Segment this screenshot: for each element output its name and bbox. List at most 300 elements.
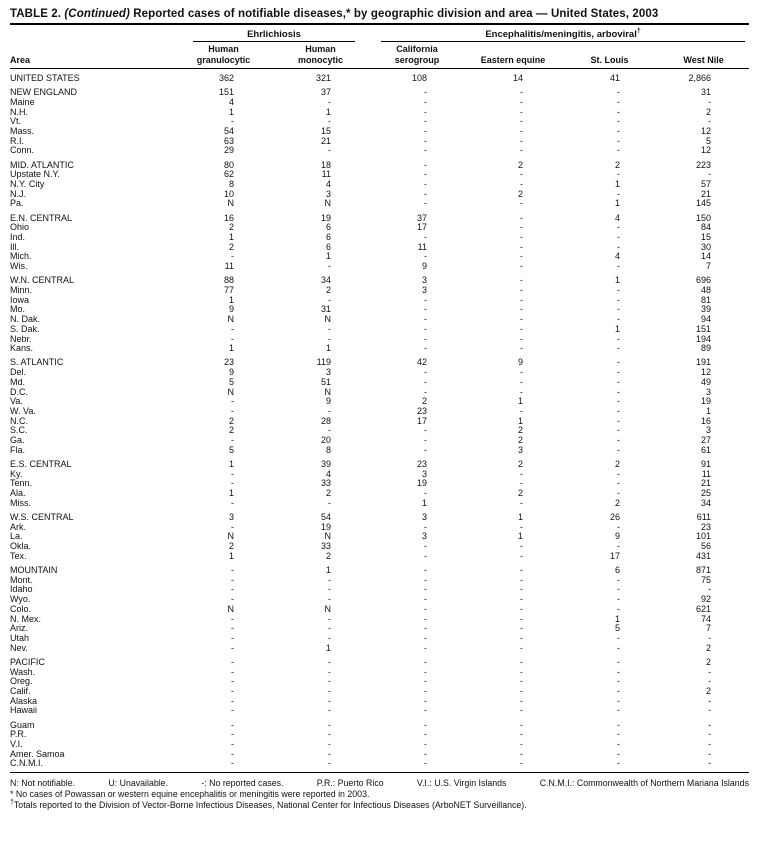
value-cell: - — [328, 633, 332, 643]
value-cell: - — [617, 677, 621, 687]
value-cell: - — [424, 136, 428, 146]
value-cell: - — [708, 633, 712, 643]
value-cell: - — [424, 614, 428, 624]
value-cell: - — [617, 426, 621, 436]
value-cell: - — [617, 97, 621, 107]
value-cell: - — [520, 498, 524, 508]
value-cell: 16 — [701, 416, 712, 426]
value-cell: 3 — [518, 445, 524, 455]
value-cell: 2 — [615, 159, 621, 170]
value-cell: - — [617, 189, 621, 199]
value-cell: 18 — [321, 159, 332, 170]
table-row — [10, 523, 749, 533]
row-area-label: V.I. — [10, 740, 23, 749]
row-area-label: Ind. — [10, 233, 26, 243]
value-cell: 1 — [615, 199, 621, 209]
row-area-label: Iowa — [10, 295, 30, 305]
value-cell: - — [328, 117, 332, 127]
value-cell: 3 — [422, 469, 428, 479]
value-cell: - — [328, 426, 332, 436]
table-row — [10, 117, 749, 127]
value-cell: - — [520, 387, 524, 397]
value-cell: - — [424, 368, 428, 378]
table-row — [10, 615, 749, 625]
value-cell: 9 — [518, 357, 524, 368]
value-cell: 194 — [696, 334, 712, 344]
value-cell: - — [617, 107, 621, 117]
table-row — [10, 325, 749, 335]
value-cell: 6 — [326, 242, 332, 252]
table-row — [10, 199, 749, 209]
table-row — [10, 436, 749, 446]
value-cell: 621 — [696, 604, 712, 614]
table-row — [10, 644, 749, 654]
row-area-label: Ark. — [10, 522, 27, 532]
value-cell: - — [231, 469, 234, 479]
value-cell: - — [708, 117, 712, 127]
value-cell: 20 — [321, 436, 332, 446]
title-table-number: TABLE 2. — [10, 8, 65, 20]
value-cell: N — [227, 387, 234, 397]
value-cell: - — [617, 357, 621, 368]
value-cell: 2 — [518, 189, 524, 199]
legend-item: U: Unavailable. — [108, 778, 169, 789]
table-row — [10, 344, 749, 354]
legend-item: -: No reported cases. — [201, 778, 284, 789]
value-cell: - — [328, 740, 332, 749]
value-cell: 34 — [701, 498, 712, 508]
footnotes — [10, 789, 749, 810]
value-cell: - — [617, 469, 621, 479]
value-cell: - — [231, 749, 234, 759]
row-area-label: Guam — [10, 719, 35, 730]
value-cell: - — [328, 696, 332, 706]
value-cell: 11 — [321, 170, 332, 180]
legend-item: V.I.: U.S. Virgin Islands — [416, 778, 507, 789]
row-area-label: MID. ATLANTIC — [10, 159, 74, 170]
value-cell: 2 — [706, 643, 712, 653]
value-cell: 54 — [321, 512, 332, 523]
value-cell: - — [708, 719, 712, 730]
table-row — [10, 542, 749, 552]
value-cell: - — [424, 595, 428, 605]
value-cell: - — [520, 315, 524, 325]
table-row — [10, 354, 749, 368]
table-row — [10, 108, 749, 118]
value-cell: - — [424, 146, 428, 156]
value-cell: - — [424, 252, 428, 262]
row-area-label: D.C. — [10, 387, 28, 397]
value-cell: N — [324, 315, 332, 325]
legend-row — [10, 778, 749, 788]
value-cell: - — [424, 436, 428, 446]
value-cell: 5 — [228, 377, 234, 387]
table-title — [10, 8, 749, 25]
value-cell: N — [324, 199, 332, 209]
value-cell: 1 — [326, 643, 332, 653]
value-cell: - — [424, 696, 428, 706]
value-cell: 9 — [615, 532, 621, 542]
value-cell: - — [617, 233, 621, 243]
value-cell: 3 — [422, 532, 428, 542]
value-cell: - — [328, 585, 332, 595]
value-cell: - — [617, 170, 621, 180]
value-cell: - — [328, 614, 332, 624]
value-cell: - — [424, 656, 428, 667]
table-row — [10, 716, 749, 730]
value-cell: 49 — [701, 377, 712, 387]
value-cell: 3 — [422, 275, 428, 286]
value-cell: - — [231, 407, 234, 416]
value-cell: - — [424, 633, 428, 643]
value-cell: - — [424, 189, 428, 199]
value-cell: 2 — [422, 397, 428, 407]
value-cell: - — [617, 706, 621, 716]
row-area-label: E.S. CENTRAL — [10, 459, 72, 470]
value-cell: - — [520, 614, 524, 624]
value-cell: 2 — [228, 426, 234, 436]
value-cell: - — [617, 719, 621, 730]
table-row — [10, 740, 749, 750]
value-cell: 6 — [326, 233, 332, 243]
value-cell: - — [424, 551, 428, 561]
value-cell: 33 — [321, 542, 332, 552]
value-cell: 5 — [706, 136, 712, 146]
value-cell: 34 — [321, 275, 332, 286]
value-cell: - — [328, 667, 332, 677]
value-cell: - — [424, 127, 428, 137]
value-cell: - — [424, 387, 428, 397]
value-cell: 1 — [228, 344, 234, 354]
value-cell: - — [424, 107, 428, 117]
title-text: Reported cases of notifiable diseases,* by geographic division and area — United States, 2003 — [129, 8, 659, 20]
value-cell: 12 — [701, 368, 712, 378]
value-cell: - — [424, 97, 428, 107]
value-cell: 1 — [615, 614, 621, 624]
value-cell: 11 — [417, 242, 428, 252]
value-cell: - — [520, 305, 524, 315]
value-cell: - — [424, 159, 428, 170]
value-cell: 6 — [615, 565, 621, 576]
value-cell: 4 — [615, 252, 621, 262]
value-cell: - — [424, 295, 428, 305]
value-cell: 14 — [513, 73, 524, 83]
value-cell: 3 — [228, 512, 234, 523]
value-cell: - — [424, 305, 428, 315]
value-cell: 33 — [321, 479, 332, 489]
row-area-label: Ga. — [10, 436, 25, 446]
table-row — [10, 335, 749, 345]
value-cell: 31 — [321, 305, 332, 315]
value-cell: 9 — [228, 368, 234, 378]
value-cell: 108 — [411, 73, 428, 83]
table-row — [10, 286, 749, 296]
value-cell: - — [328, 295, 332, 305]
value-cell: - — [617, 730, 621, 740]
table-row — [10, 223, 749, 233]
row-area-label: Va. — [10, 397, 23, 407]
table-row — [10, 296, 749, 306]
table-row — [10, 190, 749, 200]
value-cell: - — [617, 643, 621, 653]
value-cell: - — [617, 633, 621, 643]
value-cell: 4 — [326, 180, 332, 190]
value-cell: 6 — [326, 223, 332, 233]
value-cell: - — [520, 749, 524, 759]
row-area-label: Oreg. — [10, 677, 33, 687]
value-cell: - — [328, 97, 332, 107]
table-row — [10, 479, 749, 489]
row-area-label: Pa. — [10, 199, 24, 209]
value-cell: - — [424, 740, 428, 749]
value-cell: - — [708, 696, 712, 706]
row-area-label: W.N. CENTRAL — [10, 275, 75, 286]
table-row — [10, 378, 749, 388]
value-cell: - — [231, 614, 234, 624]
value-cell: 89 — [701, 344, 712, 354]
value-cell: - — [424, 489, 428, 499]
value-cell: - — [520, 624, 524, 634]
table-row — [10, 262, 749, 272]
value-cell: 191 — [696, 357, 712, 368]
value-cell: 42 — [417, 357, 428, 368]
value-cell: 21 — [701, 479, 712, 489]
value-cell: - — [617, 604, 621, 614]
value-cell: - — [520, 656, 524, 667]
value-cell: 2 — [228, 242, 234, 252]
table-row — [10, 509, 749, 523]
value-cell: - — [520, 295, 524, 305]
value-cell: 1 — [228, 233, 234, 243]
table-row — [10, 305, 749, 315]
row-area-label: Calif. — [10, 686, 31, 696]
table-row — [10, 634, 749, 644]
row-area-label: Mont. — [10, 575, 33, 585]
row-area-label: Minn. — [10, 286, 33, 296]
value-cell: - — [708, 730, 712, 740]
value-cell: - — [708, 706, 712, 716]
value-cell: - — [708, 759, 712, 769]
value-cell: 8 — [228, 180, 234, 190]
table-row — [10, 69, 749, 84]
value-cell: - — [708, 677, 712, 687]
value-cell: - — [231, 252, 234, 262]
value-cell: 1 — [228, 551, 234, 561]
value-cell: - — [617, 575, 621, 585]
row-area-label: N.J. — [10, 189, 27, 199]
table-row — [10, 426, 749, 436]
row-area-label: Ill. — [10, 242, 19, 252]
column-header-california-serogroup: California serogroup — [369, 42, 465, 69]
dagger-symbol: † — [10, 798, 14, 806]
value-cell: 150 — [696, 212, 712, 223]
value-cell: 871 — [696, 565, 712, 576]
value-cell: - — [520, 252, 524, 262]
table-row — [10, 388, 749, 398]
value-cell: 4 — [228, 97, 234, 107]
table-row — [10, 576, 749, 586]
value-cell: 1 — [518, 512, 524, 523]
value-cell: - — [231, 565, 234, 576]
row-area-label: N.C. — [10, 416, 28, 426]
value-cell: - — [424, 334, 428, 344]
row-area-label: Conn. — [10, 146, 35, 156]
table-row — [10, 697, 749, 707]
row-area-label: La. — [10, 532, 23, 542]
value-cell: 74 — [701, 614, 712, 624]
value-cell: - — [520, 233, 524, 243]
value-cell: - — [328, 334, 332, 344]
value-cell: - — [617, 522, 621, 532]
value-cell: - — [520, 677, 524, 687]
value-cell: - — [617, 334, 621, 344]
value-cell: 19 — [701, 397, 712, 407]
table-row — [10, 156, 749, 170]
value-cell: 1 — [615, 324, 621, 334]
table-row — [10, 137, 749, 147]
row-area-label: W.S. CENTRAL — [10, 512, 74, 523]
value-cell: - — [231, 117, 234, 127]
row-area-label: Ohio — [10, 223, 30, 233]
value-cell: - — [424, 677, 428, 687]
value-cell: 88 — [223, 275, 234, 286]
table-row — [10, 170, 749, 180]
value-cell: - — [328, 624, 332, 634]
value-cell: 2 — [518, 489, 524, 499]
value-cell: 2 — [518, 436, 524, 446]
row-area-label: P.R. — [10, 730, 27, 740]
value-cell: 4 — [326, 469, 332, 479]
value-cell: - — [617, 656, 621, 667]
value-cell: N — [324, 532, 332, 542]
value-cell: 5 — [615, 624, 621, 634]
value-cell: - — [424, 426, 428, 436]
value-cell: 1 — [518, 397, 524, 407]
value-cell: 1 — [228, 459, 234, 470]
value-cell: - — [328, 498, 332, 508]
table-row — [10, 446, 749, 456]
value-cell: 10 — [223, 189, 234, 199]
value-cell: - — [328, 749, 332, 759]
group-header-encephalitis: Encephalitis/meningitis, arboviral† — [369, 25, 749, 42]
value-cell: - — [231, 595, 234, 605]
table-row — [10, 677, 749, 687]
value-cell: - — [617, 305, 621, 315]
legend-item: C.N.M.I.: Commonwealth of Northern Mariana Islands — [539, 778, 749, 789]
row-area-label: Idaho — [10, 585, 33, 595]
row-area-label: MOUNTAIN — [10, 565, 58, 576]
value-cell: 57 — [701, 180, 712, 190]
value-cell: - — [617, 740, 621, 749]
row-area-label: N. Dak. — [10, 315, 41, 325]
value-cell: - — [424, 522, 428, 532]
value-cell: 7 — [706, 262, 712, 272]
value-cell: 9 — [326, 397, 332, 407]
row-area-label: Utah — [10, 633, 30, 643]
value-cell: 12 — [701, 127, 712, 137]
value-cell: - — [231, 643, 234, 653]
value-cell: 1 — [228, 489, 234, 499]
row-area-label: Alaska — [10, 696, 38, 706]
value-cell: 4 — [615, 212, 621, 223]
value-cell: 2 — [326, 286, 332, 296]
value-cell: - — [231, 575, 234, 585]
value-cell: - — [520, 740, 524, 749]
value-cell: - — [708, 740, 712, 749]
row-area-label: N.Y. City — [10, 180, 45, 190]
value-cell: - — [617, 479, 621, 489]
value-cell: - — [520, 223, 524, 233]
row-area-label: PACIFIC — [10, 656, 45, 667]
value-cell: - — [231, 624, 234, 634]
table-row — [10, 368, 749, 378]
value-cell: - — [424, 643, 428, 653]
value-cell: - — [520, 633, 524, 643]
value-cell: - — [617, 686, 621, 696]
value-cell: - — [520, 696, 524, 706]
row-area-label: Del. — [10, 368, 27, 378]
row-area-label: E.N. CENTRAL — [10, 212, 73, 223]
row-area-label: NEW ENGLAND — [10, 87, 78, 98]
table-row — [10, 397, 749, 407]
value-cell: 51 — [321, 377, 332, 387]
value-cell: - — [520, 180, 524, 190]
value-cell: - — [617, 377, 621, 387]
value-cell: - — [617, 286, 621, 296]
value-cell: 2 — [326, 551, 332, 561]
value-cell: - — [520, 479, 524, 489]
table-row — [10, 417, 749, 427]
value-cell: 1 — [615, 180, 621, 190]
row-area-label: Md. — [10, 377, 26, 387]
value-cell: 29 — [223, 146, 234, 156]
table-body — [10, 69, 749, 773]
value-cell: 62 — [223, 170, 234, 180]
value-cell: - — [424, 565, 428, 576]
row-area-label: Wash. — [10, 667, 36, 677]
value-cell: 3 — [422, 512, 428, 523]
value-cell: 2 — [228, 542, 234, 552]
row-area-label: N. Mex. — [10, 614, 42, 624]
value-cell: - — [231, 719, 234, 730]
row-area-label: Upstate N.Y. — [10, 170, 60, 180]
value-cell: - — [328, 595, 332, 605]
group-header-ehrlichiosis: Ehrlichiosis — [175, 25, 369, 42]
value-cell: 2 — [706, 656, 712, 667]
value-cell: - — [424, 445, 428, 455]
value-cell: 223 — [696, 159, 712, 170]
column-header-human-granulocytic: Human granulocytic — [175, 42, 272, 69]
row-area-label: Mich. — [10, 252, 32, 262]
value-cell: 17 — [610, 551, 621, 561]
row-area-label: Wyo. — [10, 595, 31, 605]
column-header-human-monocytic: Human monocytic — [272, 42, 369, 69]
value-cell: 362 — [218, 73, 234, 83]
value-cell: 2,866 — [688, 73, 712, 83]
value-cell: 94 — [701, 315, 712, 325]
value-cell: - — [424, 117, 428, 127]
value-cell: - — [617, 696, 621, 706]
value-cell: 23 — [417, 407, 428, 416]
value-cell: - — [617, 436, 621, 446]
value-cell: - — [520, 136, 524, 146]
value-cell: - — [424, 624, 428, 634]
value-cell: - — [520, 595, 524, 605]
table-row — [10, 532, 749, 542]
value-cell: - — [328, 759, 332, 769]
table-row — [10, 759, 749, 772]
value-cell: - — [520, 667, 524, 677]
